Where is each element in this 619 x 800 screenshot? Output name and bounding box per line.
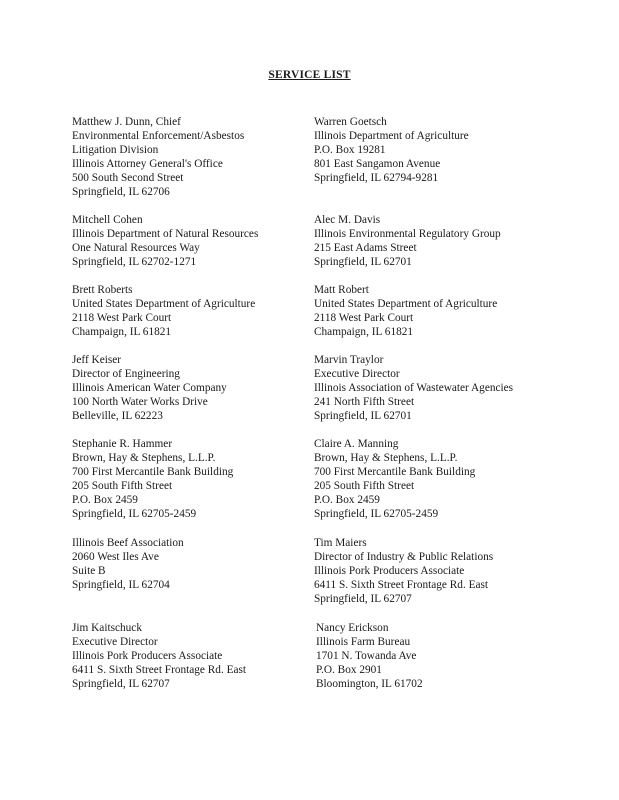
entry-line: Champaign, IL 61821: [72, 326, 172, 339]
entry-line: 6411 S. Sixth Street Frontage Rd. East: [72, 664, 247, 677]
entry-line: Springfield, IL 62701: [314, 410, 412, 423]
entry-line: 700 First Mercantile Bank Building: [72, 466, 234, 479]
entry-line: Warren Goetsch: [314, 116, 387, 128]
entry-line: Springfield, IL 62705-2459: [72, 508, 197, 521]
entry-line: Springfield, IL 62705-2459: [314, 508, 439, 521]
entry-line: Springfield, IL 62704: [72, 579, 170, 592]
entry-line: Marvin Traylor: [314, 354, 384, 366]
entry-line: Environmental Enforcement/Asbestos: [72, 130, 245, 143]
entry-line: 1701 N. Towanda Ave: [316, 650, 417, 663]
entry-line: 241 North Fifth Street: [314, 396, 415, 409]
service-entry-manning: [314, 437, 475, 522]
entry-line: Champaign, IL 61821: [314, 326, 414, 339]
service-entry-kaitschuck: [72, 621, 246, 691]
entry-line: Matthew J. Dunn, Chief: [72, 116, 181, 128]
entry-line: 205 South Fifth Street: [72, 480, 173, 493]
service-entry-goetsch: [314, 115, 469, 185]
entry-line: Alec M. Davis: [314, 214, 381, 226]
entry-line: 2118 West Park Court: [314, 312, 414, 325]
entry-line: Bloomington, IL 61702: [316, 678, 423, 691]
service-entry-hammer: [72, 437, 233, 522]
entry-line: Jim Kaitschuck: [72, 622, 142, 634]
service-entry-robert: [314, 283, 497, 339]
service-entry-cohen: [72, 213, 258, 269]
entry-line: Springfield, IL 62701: [314, 256, 412, 269]
entry-line: Illinois Department of Natural Resources: [72, 228, 259, 241]
entry-line: Illinois Pork Producers Associate: [72, 650, 223, 663]
service-entry-roberts: [72, 283, 255, 339]
entry-line: Illinois American Water Company: [72, 382, 227, 395]
entry-line: 215 East Adams Street: [314, 242, 417, 255]
entry-line: Director of Industry & Public Relations: [314, 551, 494, 564]
entry-line: Brown, Hay & Stephens, L.L.P.: [72, 452, 216, 465]
page-title: SERVICE LIST: [268, 69, 351, 81]
entry-line: 6411 S. Sixth Street Frontage Rd. East: [314, 579, 489, 592]
service-entry-keiser: [72, 353, 227, 423]
entry-line: Illinois Attorney General's Office: [72, 158, 223, 171]
entry-line: Executive Director: [314, 368, 400, 381]
entry-line: Illinois Association of Wastewater Agencies: [314, 382, 514, 395]
entry-line: P.O. Box 19281: [314, 144, 386, 157]
entry-line: United States Department of Agriculture: [72, 298, 256, 311]
service-entry-erickson: [316, 621, 423, 691]
entry-line: Brett Roberts: [72, 284, 133, 296]
entry-line: Suite B: [72, 565, 106, 578]
entry-line: Brown, Hay & Stephens, L.L.P.: [314, 452, 458, 465]
entry-line: Springfield, IL 62707: [72, 678, 170, 691]
entry-line: 700 First Mercantile Bank Building: [314, 466, 476, 479]
entry-line: Jeff Keiser: [72, 354, 122, 366]
entry-line: Stephanie R. Hammer: [72, 438, 173, 450]
entry-line: P.O. Box 2901: [316, 664, 382, 677]
entry-line: Springfield, IL 62706: [72, 186, 170, 199]
service-entry-maiers: [314, 536, 493, 606]
entry-line: Executive Director: [72, 636, 158, 649]
entry-line: P.O. Box 2459: [314, 494, 380, 507]
entry-line: Illinois Pork Producers Associate: [314, 565, 465, 578]
entry-line: Illinois Beef Association: [72, 537, 184, 549]
entry-line: Illinois Department of Agriculture: [314, 130, 469, 143]
entry-line: One Natural Resources Way: [72, 242, 200, 255]
entry-line: 2060 West Iles Ave: [72, 551, 159, 564]
entry-line: Belleville, IL 62223: [72, 410, 163, 423]
entry-line: Mitchell Cohen: [72, 214, 143, 226]
entry-line: Claire A. Manning: [314, 438, 399, 450]
entry-line: Springfield, IL 62702-1271: [72, 256, 197, 269]
service-entry-dunn: [72, 115, 244, 200]
entry-line: 205 South Fifth Street: [314, 480, 415, 493]
entry-line: 100 North Water Works Drive: [72, 396, 208, 409]
entry-line: 801 East Sangamon Avenue: [314, 158, 441, 171]
entry-line: 2118 West Park Court: [72, 312, 172, 325]
entry-line: Springfield, IL 62707: [314, 593, 412, 606]
service-entry-traylor: [314, 353, 513, 423]
entry-line: Director of Engineering: [72, 368, 180, 381]
entry-line: 500 South Second Street: [72, 172, 184, 185]
service-entry-beef-association: [72, 536, 184, 592]
entry-line: Illinois Environmental Regulatory Group: [314, 228, 501, 241]
entry-line: Illinois Farm Bureau: [316, 636, 411, 649]
service-entry-davis: [314, 213, 501, 269]
entry-line: P.O. Box 2459: [72, 494, 138, 507]
entry-line: Springfield, IL 62794-9281: [314, 172, 439, 185]
entry-line: United States Department of Agriculture: [314, 298, 498, 311]
entry-line: Tim Maiers: [314, 537, 367, 549]
entry-line: Matt Robert: [314, 284, 369, 296]
entry-line: Nancy Erickson: [316, 622, 389, 634]
entry-line: Litigation Division: [72, 144, 159, 157]
